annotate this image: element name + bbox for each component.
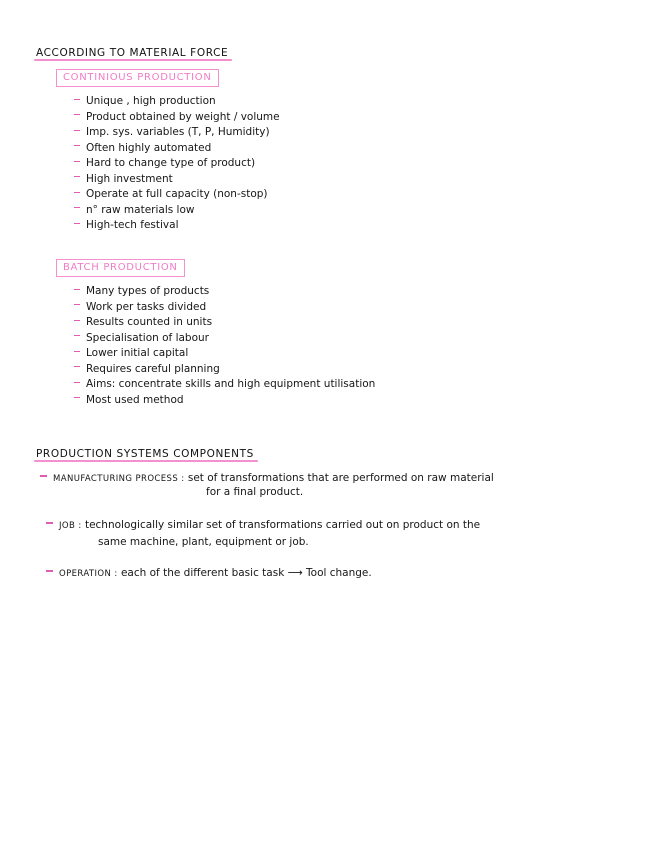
dash-bullet-icon	[40, 475, 47, 476]
list-item: Specialisation of labour	[74, 331, 375, 347]
dash-bullet-icon	[74, 161, 80, 162]
definition-continuation: same machine, plant, equipment or job.	[98, 536, 309, 548]
list-item: Operate at full capacity (non-stop)	[74, 187, 280, 203]
list-item: Many types of products	[74, 284, 375, 300]
list-item: Most used method	[74, 393, 375, 409]
list-item: Results counted in units	[74, 315, 375, 331]
continuous-production-label: CONTINIOUS PRODUCTION	[56, 69, 219, 87]
dash-bullet-icon	[74, 289, 80, 290]
list-item: Unique , high production	[74, 94, 280, 110]
dash-bullet-icon	[74, 223, 80, 224]
list-item: Work per tasks divided	[74, 300, 375, 316]
dash-bullet-icon	[74, 335, 80, 336]
list-item: Lower initial capital	[74, 346, 375, 362]
batch-production-label: BATCH PRODUCTION	[56, 259, 185, 277]
definition-text: technologically similar set of transformations carried out on product on the	[84, 519, 481, 531]
dash-bullet-icon	[74, 207, 80, 208]
definition-text: each of the different basic task ⟶ Tool change.	[120, 567, 372, 579]
dash-bullet-icon	[74, 304, 80, 305]
dash-bullet-icon	[74, 366, 80, 367]
definition-continuation: for a final product.	[206, 486, 304, 498]
definition-operation	[46, 566, 372, 582]
term-operation: OPERATION :	[59, 569, 118, 579]
definition-job	[46, 518, 480, 534]
list-item: Often highly automated	[74, 141, 280, 157]
dash-bullet-icon	[74, 382, 80, 383]
dash-bullet-icon	[74, 192, 80, 193]
dash-bullet-icon	[74, 130, 80, 131]
definition-text: set of transformations that are performed on raw material	[187, 472, 494, 484]
list-item: Imp. sys. variables (T, P, Humidity)	[74, 125, 280, 141]
term-manufacturing-process: MANUFACTURING PROCESS :	[53, 474, 185, 484]
dash-bullet-icon	[74, 320, 80, 321]
section-heading-components: PRODUCTION SYSTEMS COMPONENTS	[36, 448, 254, 460]
dash-bullet-icon	[74, 351, 80, 352]
list-item: n° raw materials low	[74, 203, 280, 219]
continuous-production-list	[74, 94, 280, 234]
dash-bullet-icon	[74, 99, 80, 100]
dash-bullet-icon	[74, 145, 80, 146]
list-item: Aims: concentrate skills and high equipment utilisation	[74, 377, 375, 393]
list-item: High-tech festival	[74, 218, 280, 234]
dash-bullet-icon	[46, 570, 53, 571]
list-item: Hard to change type of product)	[74, 156, 280, 172]
dash-bullet-icon	[74, 114, 80, 115]
list-item: Requires careful planning	[74, 362, 375, 378]
list-item: High investment	[74, 172, 280, 188]
dash-bullet-icon	[74, 176, 80, 177]
term-job: JOB :	[59, 521, 82, 531]
section-heading-material-force: ACCORDING TO MATERIAL FORCE	[36, 47, 229, 59]
dash-bullet-icon	[74, 397, 80, 398]
batch-production-list	[74, 284, 375, 408]
list-item: Product obtained by weight / volume	[74, 110, 280, 126]
dash-bullet-icon	[46, 522, 53, 523]
